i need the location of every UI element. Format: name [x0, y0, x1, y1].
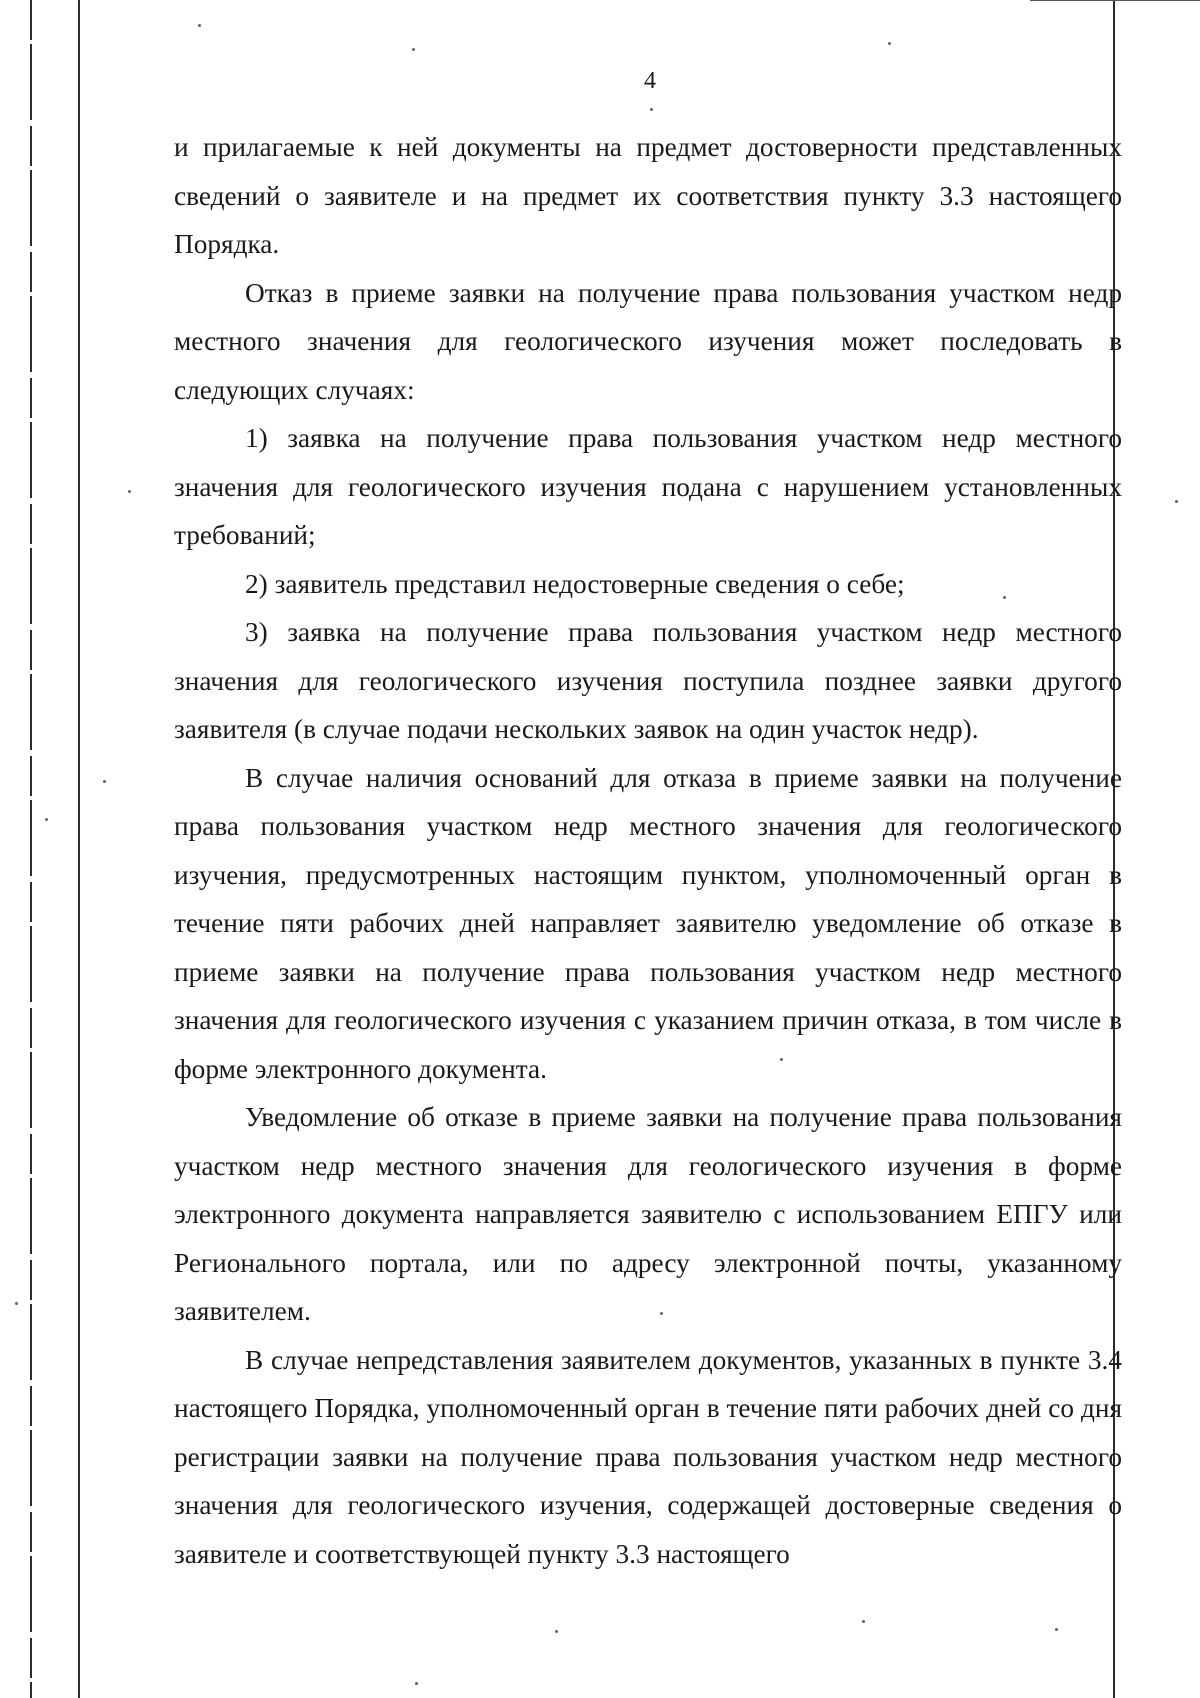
list-item: 1) заявка на получение права пользования участком недр местного значения для геологического изучения подана с нарушением установленных требований;	[174, 423, 1122, 550]
scan-speck	[45, 818, 48, 821]
scan-left-edge-line	[30, 0, 32, 1698]
scan-margin-line	[78, 0, 80, 1698]
scan-speck	[1175, 500, 1178, 503]
scan-speck	[1055, 1628, 1058, 1631]
scan-speck	[128, 490, 131, 493]
paragraph: Уведомление об отказе в приеме заявки на получение права пользования участком недр местного значения для геологического изучения в форме электронного документа направляется заявителю с использованием ЕПГУ или Регионального портала, или по адресу электронной почты, указанному заявителем.	[174, 1102, 1122, 1326]
document-body	[174, 123, 1122, 1578]
scan-speck	[103, 780, 106, 783]
scan-speck	[412, 48, 415, 51]
scan-top-rule	[1030, 0, 1200, 1]
scan-speck	[888, 42, 891, 45]
scan-speck	[862, 1620, 865, 1623]
scan-speck	[415, 1682, 418, 1685]
scan-speck	[15, 1302, 18, 1305]
paragraph: В случае непредставления заявителем документов, указанных в пункте 3.4 настоящего Порядка, уполномоченный орган в течение пяти рабочих дней со дня регистрации заявки на получение права пользования участком недр местного значения для геологического изучения, содержащей достоверные сведения о заявителе и соответствующей пункту 3.3 настоящего	[174, 1344, 1122, 1569]
list-item: 2) заявитель представил недостоверные сведения о себе;	[245, 568, 905, 599]
paragraph: Отказ в приеме заявки на получение права пользования участком недр местного значения для геологического изучения может последовать в следующих случаях:	[174, 277, 1122, 405]
list-item: 3) заявка на получение права пользования участком недр местного значения для геологического изучения поступила позднее заявки другого заявителя (в случае подачи нескольких заявок на один участок недр).	[174, 617, 1122, 744]
paragraph: В случае наличия оснований для отказа в приеме заявки на получение права пользования участком недр местного значения для геологического изучения, предусмотренных настоящим пунктом, уполномоченный орган в течение пяти рабочих дней направляет заявителю уведомление об отказе в приеме заявки на получение права пользования участком недр местного значения для геологического изучения с указанием причин отказа, в том числе в форме электронного документа.	[174, 762, 1122, 1084]
scan-speck	[198, 24, 201, 27]
paragraph: и прилагаемые к ней документы на предмет достоверности представленных сведений о заявителе и на предмет их соответствия пункту 3.3 настоящего Порядка.	[174, 132, 1122, 259]
scan-speck	[555, 1630, 558, 1633]
page-number: 4	[644, 68, 656, 94]
scan-speck	[650, 108, 653, 111]
